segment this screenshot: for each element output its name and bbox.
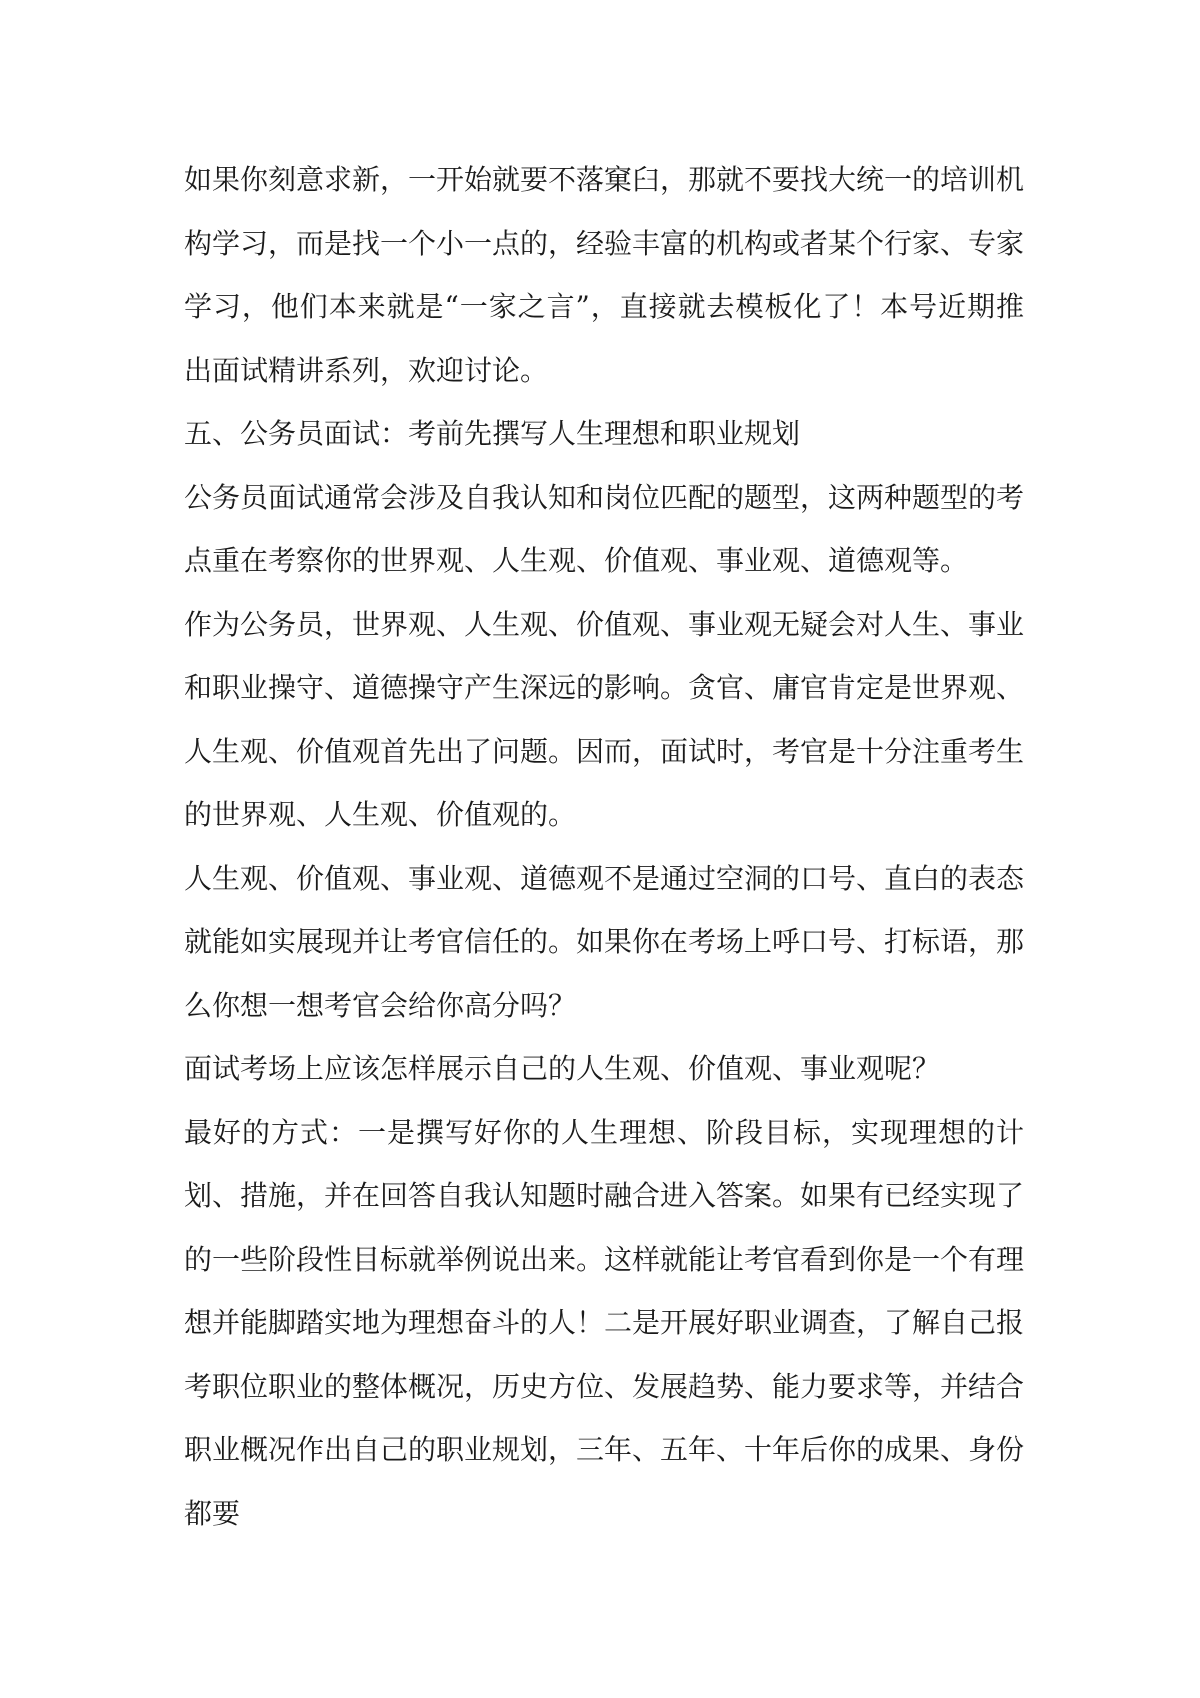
paragraph-best-method: 最好的方式：一是撰写好你的人生理想、阶段目标，实现理想的计划、措施，并在回答自我认知题时融合进入答案。如果有已经实现了的一些阶段性目标就举例说出来。这样就能让考官看到你是一个有理想并能脚踏实地为理想奋斗的人！二是开展好职业调查，了解自己报考职位职业的整体概况，历史方位、发展趋势、能力要求等，并结合职业概况作出自己的职业规划，三年、五年、十年后你的成果、身份都要 xyxy=(184,1115,1025,1530)
paragraph-question-how-to-show: 面试考场上应该怎样展示自己的人生观、价值观、事业观呢？ xyxy=(184,1052,941,1085)
paragraph-empty-slogans: 人生观、价值观、事业观、道德观不是通过空洞的口号、直白的表态就能如实展现并让考官信任的。如果你在考场上呼口号、打标语，那么你想一想考官会给你高分吗？ xyxy=(184,861,1025,1022)
section-heading-five: 五、公务员面试：考前先撰写人生理想和职业规划 xyxy=(184,417,801,450)
document-body xyxy=(184,148,1024,1545)
paragraph-civil-servant-values: 作为公务员，世界观、人生观、价值观、事业观无疑会对人生、事业和职业操守、道德操守产生深远的影响。贪官、庸官肯定是世界观、人生观、价值观首先出了问题。因而，面试时，考官是十分注重考生的世界观、人生观、价值观的。 xyxy=(184,607,1025,831)
paragraph-interview-question-types: 公务员面试通常会涉及自我认知和岗位匹配的题型，这两种题型的考点重在考察你的世界观、人生观、价值观、事业观、道德观等。 xyxy=(184,480,1025,577)
paragraph-training-advice: 如果你刻意求新，一开始就要不落窠臼，那就不要找大统一的培训机构学习，而是找一个小一点的，经验丰富的机构或者某个行家、专家学习，他们本来就是“一家之言”，直接就去模板化了！本号近期推出面试精讲系列，欢迎讨论。 xyxy=(184,163,1025,387)
